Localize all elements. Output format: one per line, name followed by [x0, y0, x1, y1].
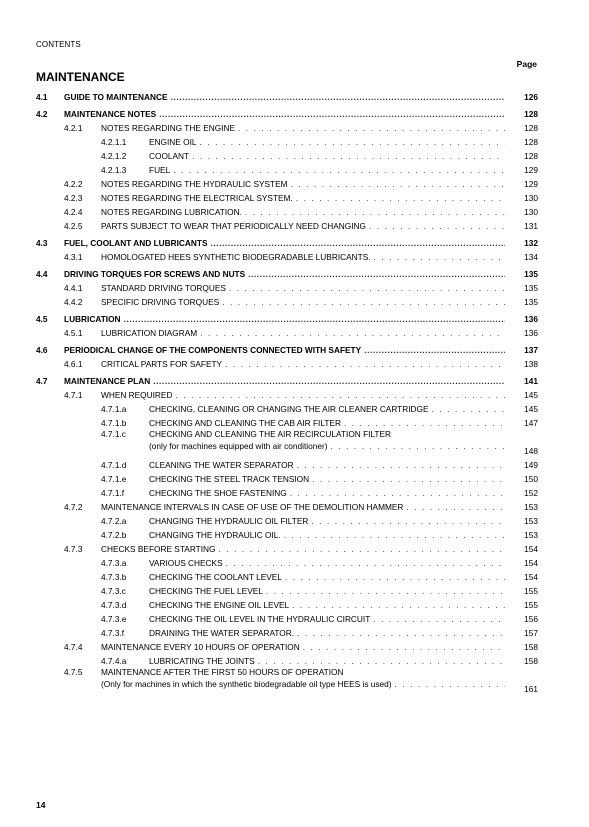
- toc-entry-page: 158: [524, 656, 538, 666]
- toc-entry-number: 4.7.4: [64, 642, 83, 652]
- dot-leader: [406, 502, 505, 513]
- toc-entry-title: GUIDE TO MAINTENANCE: [64, 92, 168, 102]
- toc-entry[interactable]: [36, 401, 538, 415]
- dot-leader: [374, 252, 505, 263]
- dot-leader: [311, 516, 505, 527]
- toc-entry-page: 131: [524, 221, 538, 231]
- toc-entry[interactable]: [36, 457, 538, 471]
- toc-entry[interactable]: [36, 373, 538, 387]
- toc-entry-title-wrap: [149, 600, 508, 611]
- toc-entry-title: ENGINE OIL: [149, 137, 197, 147]
- dot-leader: [266, 586, 505, 597]
- toc-entry-page: 154: [524, 544, 538, 554]
- toc-entry-title-wrap: [64, 314, 508, 325]
- toc-entry-title-wrap: [101, 544, 508, 555]
- toc-entry-page: 129: [524, 179, 538, 189]
- toc-entry-title-block: [101, 667, 508, 690]
- toc-entry-number: 4.3: [36, 238, 48, 248]
- toc-entry-title-wrap: [149, 488, 508, 499]
- dot-leader: [153, 376, 505, 387]
- toc-entry-page: 153: [524, 516, 538, 526]
- toc-entry[interactable]: [36, 280, 538, 294]
- toc-entry[interactable]: [36, 471, 538, 485]
- toc-entry-page: 130: [524, 207, 538, 217]
- toc-entry-title: MAINTENANCE EVERY 10 HOURS OF OPERATION: [101, 642, 300, 652]
- toc-entry-title-wrap: [101, 221, 508, 232]
- toc-entry-title-wrap: [149, 572, 508, 583]
- toc-entry[interactable]: [36, 583, 538, 597]
- toc-entry[interactable]: [36, 555, 538, 569]
- running-head: CONTENTS: [36, 40, 81, 49]
- dot-leader: [238, 123, 505, 134]
- toc-entry[interactable]: [36, 120, 538, 134]
- toc-entry-number: 4.7.4.a: [101, 656, 127, 666]
- toc-entry-title: LUBRICATION: [64, 314, 121, 324]
- toc-entry[interactable]: [36, 429, 538, 457]
- toc-entry[interactable]: [36, 249, 538, 263]
- toc-entry-title: MAINTENANCE NOTES: [64, 109, 157, 119]
- toc-entry-title-wrap: [149, 628, 508, 639]
- toc-entry-page: 158: [524, 642, 538, 652]
- toc-entry[interactable]: [36, 204, 538, 218]
- toc-entry-title: CHECKING, CLEANING OR CHANGING THE AIR CLEANER CARTRIDGE: [149, 404, 429, 414]
- toc-entry-number: 4.6.1: [64, 359, 83, 369]
- toc-entry-title: NOTES REGARDING THE HYDRAULIC SYSTEM: [101, 179, 288, 189]
- toc-entry-page: 134: [524, 252, 538, 262]
- toc-entry-page: 145: [524, 390, 538, 400]
- toc-entry-title: PARTS SUBJECT TO WEAR THAT PERIODICALLY NEED CHANGING: [101, 221, 366, 231]
- dot-leader: [369, 221, 505, 232]
- toc-entry-number: 4.7.1.d: [101, 460, 127, 470]
- toc-entry[interactable]: [36, 611, 538, 625]
- toc-entry-page: 130: [524, 193, 538, 203]
- toc-entry-page: 136: [524, 328, 538, 338]
- toc-entry-page: 153: [524, 530, 538, 540]
- toc-entry[interactable]: [36, 597, 538, 611]
- dot-leader: [192, 151, 505, 162]
- toc-entry-title-wrap: [149, 656, 508, 667]
- toc-entry-title: LUBRICATION DIAGRAM: [101, 328, 198, 338]
- toc-entry[interactable]: [36, 485, 538, 499]
- toc-entry-title: CHECKING AND CLEANING THE CAB AIR FILTER: [149, 418, 341, 428]
- toc-entry[interactable]: [36, 541, 538, 555]
- toc-entry-number: 4.2.2: [64, 179, 83, 189]
- toc-entry-number: 4.2.1: [64, 123, 83, 133]
- toc-entry-title-wrap: [149, 586, 508, 597]
- toc-entry[interactable]: [36, 569, 538, 583]
- toc-entry-page: 128: [524, 151, 538, 161]
- toc-entry[interactable]: [36, 266, 538, 280]
- toc-entry-number: 4.2.1.2: [101, 151, 127, 161]
- toc-entry-title-wrap: [149, 418, 508, 429]
- toc-entry-subtitle-line: [101, 679, 508, 690]
- toc-entry-title-wrap: [64, 109, 508, 120]
- toc-entry-title: NOTES REGARDING THE ENGINE: [101, 123, 235, 133]
- dot-leader: [303, 642, 505, 653]
- toc-entry-title: SPECIFIC DRIVING TORQUES: [101, 297, 220, 307]
- dot-leader: [175, 390, 505, 401]
- toc-entry-number: 4.7.2.b: [101, 530, 127, 540]
- toc-entry[interactable]: [36, 667, 538, 695]
- toc-entry-title-wrap: [149, 151, 508, 162]
- toc-entry[interactable]: [36, 218, 538, 232]
- toc-entry-title-wrap: [64, 92, 508, 103]
- dot-leader: [290, 488, 505, 499]
- toc-entry-title-wrap: [64, 238, 508, 249]
- toc-entry-page: 138: [524, 359, 538, 369]
- toc-entry-title: LUBRICATING THE JOINTS: [149, 656, 255, 666]
- toc-entry-title-wrap: [64, 269, 508, 280]
- toc-entry-title-wrap: [101, 207, 508, 218]
- section-title: MAINTENANCE: [36, 70, 125, 84]
- dot-leader: [173, 165, 505, 176]
- toc-entry[interactable]: [36, 356, 538, 370]
- toc-entry-number: 4.7.3.e: [101, 614, 127, 624]
- toc-entry-title-wrap: [101, 283, 508, 294]
- table-of-contents: [36, 89, 538, 695]
- toc-entry-title: CHECKING THE SHOE FASTENING: [149, 488, 287, 498]
- dot-leader: [373, 614, 505, 625]
- dot-leader: [124, 314, 505, 325]
- toc-entry-number: 4.4.1: [64, 283, 83, 293]
- toc-entry-title: CHECKING AND CLEANING THE AIR RECIRCULATION FILTER: [149, 429, 392, 439]
- toc-entry-page: 128: [524, 123, 538, 133]
- toc-entry-title-wrap: [101, 642, 508, 653]
- toc-entry-number: 4.7.3: [64, 544, 83, 554]
- toc-entry-number: 4.5: [36, 314, 48, 324]
- toc-entry-page: 152: [524, 488, 538, 498]
- toc-entry-page: 126: [524, 92, 538, 102]
- dot-leader: [285, 572, 505, 583]
- toc-entry-title-wrap: [149, 614, 508, 625]
- toc-entry-title-wrap: [101, 123, 508, 134]
- toc-entry-page: 132: [524, 238, 538, 248]
- dot-leader: [248, 269, 505, 280]
- toc-entry[interactable]: [36, 625, 538, 639]
- toc-entry-page: 147: [524, 418, 538, 428]
- dot-leader: [432, 404, 505, 415]
- toc-entry[interactable]: [36, 89, 538, 103]
- toc-entry[interactable]: [36, 325, 538, 339]
- toc-entry[interactable]: [36, 499, 538, 513]
- toc-entry[interactable]: [36, 387, 538, 401]
- toc-entry-number: 4.7.3.c: [101, 586, 126, 596]
- page-column-label: Page: [516, 59, 537, 69]
- toc-entry-title: CLEANING THE WATER SEPARATOR: [149, 460, 294, 470]
- toc-entry-title: MAINTENANCE AFTER THE FIRST 50 HOURS OF OPERATION: [101, 667, 344, 677]
- toc-entry[interactable]: [36, 653, 538, 667]
- toc-entry-number: 4.2.3: [64, 193, 83, 203]
- dot-leader: [226, 558, 505, 569]
- toc-entry[interactable]: [36, 162, 538, 176]
- toc-entry-number: 4.2.1.3: [101, 165, 127, 175]
- toc-entry-page: 141: [524, 376, 538, 386]
- toc-entry-page: 157: [524, 628, 538, 638]
- toc-entry-title-wrap: [101, 193, 508, 204]
- toc-entry-page: 156: [524, 614, 538, 624]
- dot-leader: [297, 628, 505, 639]
- toc-entry-title-wrap: [149, 474, 508, 485]
- toc-entry-page: 155: [524, 600, 538, 610]
- toc-entry-page: 154: [524, 558, 538, 568]
- dot-leader: [200, 137, 506, 148]
- toc-entry[interactable]: [36, 342, 538, 356]
- toc-entry-title: CHECKING THE FUEL LEVEL: [149, 586, 263, 596]
- toc-entry-title: STANDARD DRIVING TORQUES: [101, 283, 226, 293]
- toc-entry-number: 4.7.3.d: [101, 600, 127, 610]
- dot-leader: [296, 193, 505, 204]
- toc-entry-number: 4.7.1.b: [101, 418, 127, 428]
- page-number: 14: [36, 800, 46, 810]
- toc-entry-title-block: [149, 429, 508, 452]
- dot-leader: [364, 345, 505, 356]
- toc-entry-number: 4.4: [36, 269, 48, 279]
- toc-entry-title: CHECKS BEFORE STARTING: [101, 544, 216, 554]
- toc-entry[interactable]: [36, 190, 538, 204]
- toc-entry-title-wrap: [149, 516, 508, 527]
- toc-entry-title: VARIOUS CHECKS: [149, 558, 223, 568]
- toc-entry-number: 4.7.1: [64, 390, 83, 400]
- toc-entry-number: 4.5.1: [64, 328, 83, 338]
- dot-leader: [225, 359, 505, 370]
- toc-entry-page: 137: [524, 345, 538, 355]
- toc-entry-page: 136: [524, 314, 538, 324]
- dot-leader: [200, 328, 505, 339]
- toc-entry-page: 154: [524, 572, 538, 582]
- toc-entry-title: DRAINING THE WATER SEPARATOR.: [149, 628, 295, 638]
- dot-leader: [222, 297, 505, 308]
- dot-leader: [344, 418, 505, 429]
- dot-leader: [159, 109, 505, 120]
- toc-entry-number: 4.7.5: [64, 667, 83, 677]
- toc-entry-subtitle: (only for machines equipped with air conditioner): [149, 441, 328, 451]
- toc-entry-page: 155: [524, 586, 538, 596]
- toc-entry[interactable]: [36, 106, 538, 120]
- dot-leader: [218, 544, 505, 555]
- toc-entry[interactable]: [36, 513, 538, 527]
- dot-leader: [297, 460, 505, 471]
- toc-entry-page: 135: [524, 283, 538, 293]
- toc-entry-title: HOMOLOGATED HEES SYNTHETIC BIODEGRADABLE LUBRICANTS.: [101, 252, 371, 262]
- toc-entry-title: NOTES REGARDING THE ELECTRICAL SYSTEM.: [101, 193, 293, 203]
- toc-entry[interactable]: [36, 639, 538, 653]
- toc-entry-title: CRITICAL PARTS FOR SAFETY: [101, 359, 223, 369]
- toc-entry-title: CHANGING THE HYDRAULIC OIL.: [149, 530, 281, 540]
- toc-entry-number: 4.7.1.e: [101, 474, 127, 484]
- toc-entry-page: 153: [524, 502, 538, 512]
- toc-entry-title-wrap: [101, 179, 508, 190]
- toc-entry-title: CHECKING THE STEEL TRACK TENSION: [149, 474, 310, 484]
- toc-entry-title: DRIVING TORQUES FOR SCREWS AND NUTS: [64, 269, 246, 279]
- toc-entry-number: 4.1: [36, 92, 48, 102]
- toc-entry-subtitle: (Only for machines in which the synthetic biodegradable oil type HEES is used): [101, 679, 392, 689]
- dot-leader: [229, 283, 505, 294]
- toc-entry-title-wrap: [101, 502, 508, 513]
- toc-entry-title: WHEN REQUIRED: [101, 390, 173, 400]
- toc-entry-title: MAINTENANCE INTERVALS IN CASE OF USE OF THE DEMOLITION HAMMER: [101, 502, 404, 512]
- dot-leader: [312, 474, 505, 485]
- dot-leader: [284, 530, 505, 541]
- toc-entry-number: 4.6: [36, 345, 48, 355]
- toc-entry-title-wrap: [149, 165, 508, 176]
- toc-entry-title-wrap: [149, 137, 508, 148]
- toc-entry-page: 135: [524, 269, 538, 279]
- toc-entry-number: 4.7.3.b: [101, 572, 127, 582]
- dot-leader: [211, 238, 506, 249]
- dot-leader: [258, 656, 505, 667]
- toc-entry[interactable]: [36, 148, 538, 162]
- toc-entry-title: MAINTENANCE PLAN: [64, 376, 151, 386]
- toc-entry[interactable]: [36, 134, 538, 148]
- toc-entry-number: 4.7: [36, 376, 48, 386]
- toc-entry-number: 4.7.2: [64, 502, 83, 512]
- toc-entry-title-wrap: [149, 404, 508, 415]
- toc-entry-title: FUEL: [149, 165, 171, 175]
- dot-leader: [395, 679, 505, 690]
- toc-entry-page: 150: [524, 474, 538, 484]
- toc-entry-title-wrap: [64, 345, 508, 356]
- toc-entry-title-wrap: [101, 252, 508, 263]
- toc-entry-page: 149: [524, 460, 538, 470]
- toc-entry-title: FUEL, COOLANT AND LUBRICANTS: [64, 238, 208, 248]
- toc-entry-page: 135: [524, 297, 538, 307]
- toc-entry-title-wrap: [101, 359, 508, 370]
- toc-entry[interactable]: [36, 235, 538, 249]
- toc-entry-number: 4.2.5: [64, 221, 83, 231]
- toc-entry[interactable]: [36, 294, 538, 308]
- toc-entry-number: 4.7.2.a: [101, 516, 127, 526]
- toc-entry[interactable]: [36, 176, 538, 190]
- toc-entry-title: CHECKING THE ENGINE OIL LEVEL: [149, 600, 290, 610]
- toc-entry-number: 4.2.4: [64, 207, 83, 217]
- toc-entry-title-wrap: [64, 376, 508, 387]
- dot-leader: [245, 207, 505, 218]
- toc-entry-subtitle-line: [149, 441, 508, 452]
- toc-entry-number: 4.7.3.a: [101, 558, 127, 568]
- toc-entry-number: 4.2: [36, 109, 48, 119]
- toc-entry-title: CHECKING THE COOLANT LEVEL: [149, 572, 282, 582]
- dot-leader: [330, 441, 505, 452]
- toc-entry-title-wrap: [101, 297, 508, 308]
- toc-entry-page: 129: [524, 165, 538, 175]
- toc-entry-number: 4.7.1.a: [101, 404, 127, 414]
- toc-entry-title-wrap: [149, 460, 508, 471]
- toc-entry-title: COOLANT: [149, 151, 190, 161]
- toc-entry-title-wrap: [101, 328, 508, 339]
- toc-entry-title: CHANGING THE HYDRAULIC OIL FILTER: [149, 516, 309, 526]
- toc-entry-number: 4.7.3.f: [101, 628, 125, 638]
- toc-entry-page: 128: [524, 109, 538, 119]
- toc-entry[interactable]: [36, 311, 538, 325]
- dot-leader: [291, 179, 505, 190]
- toc-entry-title: NOTES REGARDING LUBRICATION.: [101, 207, 242, 217]
- toc-entry-title-wrap: [101, 390, 508, 401]
- toc-entry-page: 145: [524, 404, 538, 414]
- toc-entry-number: 4.3.1: [64, 252, 83, 262]
- toc-entry[interactable]: [36, 527, 538, 541]
- toc-entry[interactable]: [36, 415, 538, 429]
- toc-entry-number: 4.7.1.c: [101, 429, 126, 439]
- dot-leader: [292, 600, 505, 611]
- toc-entry-title: CHECKING THE OIL LEVEL IN THE HYDRAULIC CIRCUIT: [149, 614, 371, 624]
- toc-entry-title: PERIODICAL CHANGE OF THE COMPONENTS CONNECTED WITH SAFETY: [64, 345, 362, 355]
- toc-entry-number: 4.7.1.f: [101, 488, 125, 498]
- toc-entry-page: 128: [524, 137, 538, 147]
- toc-entry-page: 161: [524, 684, 538, 694]
- toc-entry-page: 148: [524, 446, 538, 456]
- toc-entry-number: 4.2.1.1: [101, 137, 127, 147]
- toc-entry-title-wrap: [149, 530, 508, 541]
- toc-entry-number: 4.4.2: [64, 297, 83, 307]
- dot-leader: [171, 92, 505, 103]
- toc-entry-title-wrap: [149, 558, 508, 569]
